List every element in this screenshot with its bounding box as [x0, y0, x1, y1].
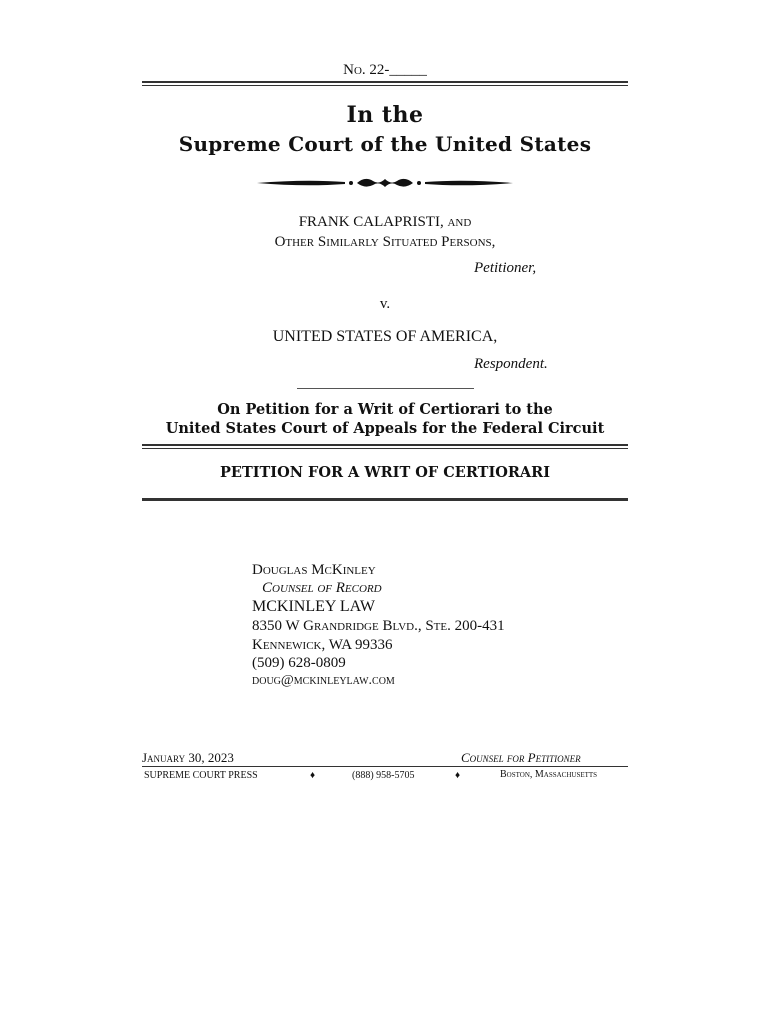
counsel-address2: Kennewick, WA 99336 [252, 637, 393, 653]
press-city: Boston, Massachusetts [500, 769, 598, 780]
counsel-role: Counsel of Record [262, 580, 382, 596]
filing-date: January 30, 2023 [142, 750, 234, 765]
court-heading-line2: Supreme Court of the United States [178, 132, 592, 156]
petition-origin-line2: United States Court of Appeals for the Federal Circuit [165, 420, 605, 437]
press-name: SUPREME COURT PRESS [144, 770, 258, 781]
short-rule [297, 388, 474, 389]
petitioner-name: FRANK CALAPRISTI, [298, 214, 444, 230]
separator-2: ♦ [455, 770, 461, 781]
docket-blank: _____ [389, 62, 427, 78]
counsel-name: Douglas McKinley [252, 562, 376, 578]
separator-1: ♦ [310, 770, 316, 781]
counsel-firm: MCKINLEY LAW [252, 598, 375, 615]
petitioner-others: Other Similarly Situated Persons, [274, 234, 496, 250]
counsel-email[interactable]: doug@mckinleylaw.com [252, 673, 395, 688]
document-title: PETITION FOR A WRIT OF CERTIORARI [219, 464, 550, 481]
top-rule-thin [142, 85, 628, 86]
petition-origin-line1: On Petition for a Writ of Certiorari to the [217, 401, 553, 418]
petitioner-and: and [447, 214, 472, 230]
versus: v. [379, 296, 391, 312]
ornament-divider-icon [255, 175, 515, 191]
court-heading-line1: In the [346, 102, 424, 128]
title-rule-bottom [142, 498, 628, 501]
top-rule-thick [142, 81, 628, 83]
petitioner-role: Petitioner, [474, 260, 537, 276]
counsel-for: Counsel for Petitioner [461, 750, 581, 765]
counsel-address1: 8350 W Grandridge Blvd., Ste. 200-431 [252, 618, 505, 634]
docket-prefix: No. 22- [343, 62, 390, 78]
docket-number [0, 62, 770, 79]
counsel-phone: (509) 628-0809 [252, 655, 346, 671]
press-phone: (888) 958-5705 [352, 770, 415, 781]
petitioner-line [0, 214, 770, 231]
title-rule-top-thick [142, 444, 628, 446]
respondent-role: Respondent. [474, 356, 548, 372]
title-rule-top-thin [142, 448, 628, 449]
respondent-name: UNITED STATES OF AMERICA, [272, 328, 498, 345]
footer-rule [142, 766, 628, 767]
